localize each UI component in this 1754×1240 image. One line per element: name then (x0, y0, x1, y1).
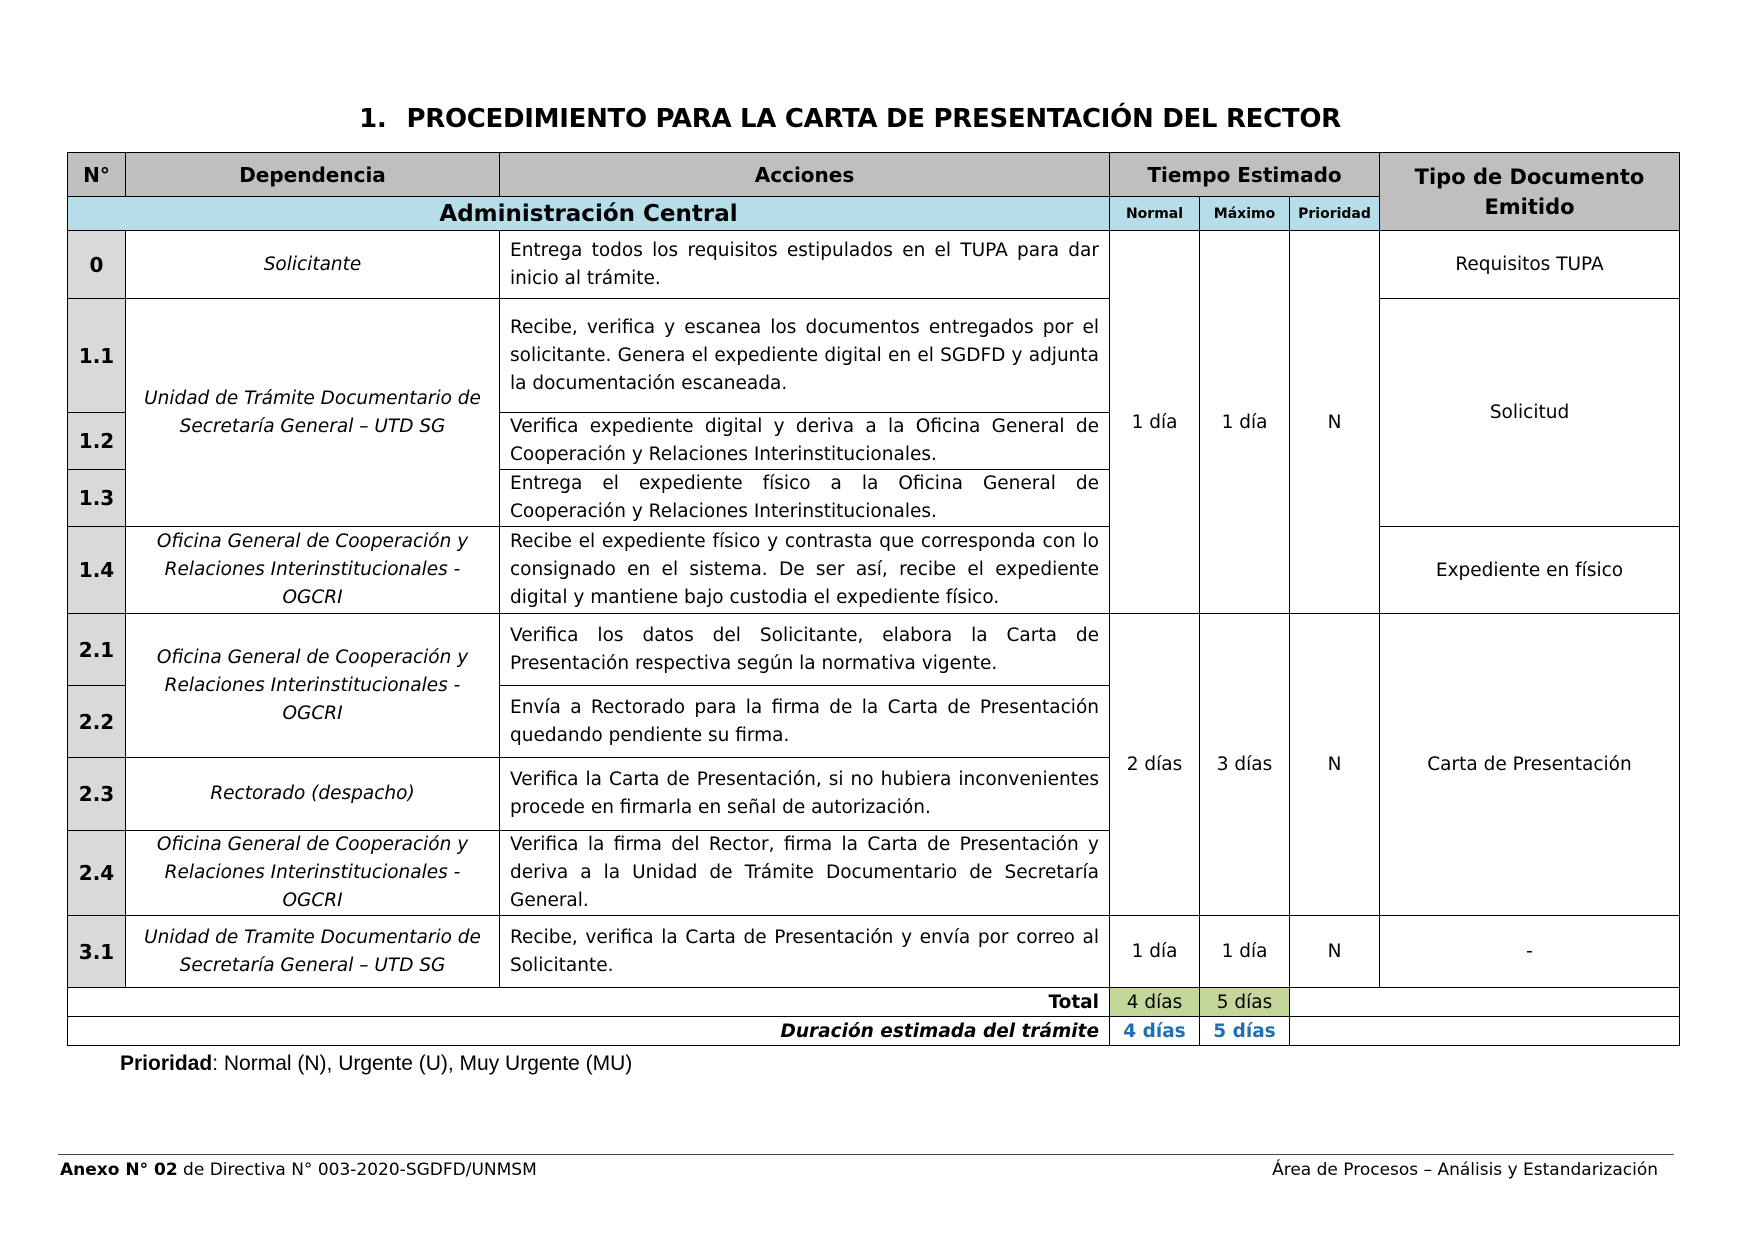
header-tiempo: Tiempo Estimado (1110, 153, 1380, 197)
duracion-normal: 4 días (1110, 1017, 1200, 1046)
header-prioridad: Prioridad (1290, 197, 1380, 231)
row-dependencia: Oficina General de Cooperación y Relaciones Interinstitucionales - OGCRI (126, 614, 500, 758)
duracion-row (68, 1017, 1680, 1046)
row-accion: Envía a Rectorado para la firma de la Carta de Presentación quedando pendiente su firma. (500, 686, 1110, 758)
total-empty (1290, 988, 1680, 1017)
legend-label: Prioridad (120, 1052, 213, 1075)
section-administracion-central: Administración Central (68, 197, 1110, 231)
row-dependencia: Unidad de Trámite Documentario de Secretaría General – UTD SG (126, 299, 500, 527)
group-maximo: 3 días (1200, 614, 1290, 916)
row-accion: Recibe, verifica la Carta de Presentación y envía por correo al Solicitante. (500, 916, 1110, 988)
row-dependencia: Solicitante (126, 231, 500, 299)
row-number: 2.1 (68, 614, 126, 686)
duracion-empty (1290, 1017, 1680, 1046)
page-title (0, 104, 1700, 134)
row-dependencia: Oficina General de Cooperación y Relaciones Interinstitucionales - OGCRI (126, 831, 500, 916)
legend-text: : Normal (N), Urgente (U), Muy Urgente (MU) (212, 1052, 633, 1075)
group-normal: 1 día (1110, 231, 1200, 614)
row-number: 1.3 (68, 470, 126, 527)
group-maximo: 1 día (1200, 231, 1290, 614)
header-dependencia: Dependencia (126, 153, 500, 197)
table-row (68, 916, 1680, 988)
row-number: 2.2 (68, 686, 126, 758)
prioridad-legend (120, 1052, 632, 1076)
group-prioridad: N (1290, 614, 1380, 916)
footer-divider (58, 1154, 1674, 1155)
group-prioridad: N (1290, 231, 1380, 614)
row-number: 1.2 (68, 413, 126, 470)
row-number: 1.1 (68, 299, 126, 413)
doc-type: Expediente en físico (1380, 527, 1680, 614)
doc-type: Carta de Presentación (1380, 614, 1680, 916)
row-dependencia: Rectorado (despacho) (126, 758, 500, 831)
row-accion: Verifica la firma del Rector, firma la Carta de Presentación y deriva a la Unidad de Trámite Documentario de Secretaría General. (500, 831, 1110, 916)
doc-type: Requisitos TUPA (1380, 231, 1680, 299)
row-number: 2.4 (68, 831, 126, 916)
row-number: 3.1 (68, 916, 126, 988)
row-number: 2.3 (68, 758, 126, 831)
row-number: 0 (68, 231, 126, 299)
table-row (68, 299, 1680, 413)
group-normal: 2 días (1110, 614, 1200, 916)
header-tipo-documento: Tipo de Documento Emitido (1380, 153, 1680, 231)
row-accion: Verifica los datos del Solicitante, elabora la Carta de Presentación respectiva según la normativa vigente. (500, 614, 1110, 686)
procedure-table (67, 152, 1680, 1046)
row-accion: Recibe, verifica y escanea los documentos entregados por el solicitante. Genera el expediente digital en el SGDFD y adjunta la documentación escaneada. (500, 299, 1110, 413)
row-dependencia: Unidad de Tramite Documentario de Secretaría General – UTD SG (126, 916, 500, 988)
title-text: PROCEDIMIENTO PARA LA CARTA DE PRESENTACIÓN DEL RECTOR (406, 104, 1341, 134)
header-acciones: Acciones (500, 153, 1110, 197)
doc-type: - (1380, 916, 1680, 988)
row-accion: Verifica la Carta de Presentación, si no hubiera inconvenientes procede en firmarla en señal de autorización. (500, 758, 1110, 831)
row-accion: Entrega todos los requisitos estipulados en el TUPA para dar inicio al trámite. (500, 231, 1110, 299)
footer-annex: Anexo N° 02 (60, 1160, 178, 1180)
title-number: 1. (359, 104, 387, 134)
total-normal: 4 días (1110, 988, 1200, 1017)
row-number: 1.4 (68, 527, 126, 614)
total-label: Total (68, 988, 1110, 1017)
header-num: N° (68, 153, 126, 197)
row-accion: Verifica expediente digital y deriva a la Oficina General de Cooperación y Relaciones Interinstitucionales. (500, 413, 1110, 470)
duracion-maximo: 5 días (1200, 1017, 1290, 1046)
total-maximo: 5 días (1200, 988, 1290, 1017)
group-prioridad: N (1290, 916, 1380, 988)
group-maximo: 1 día (1200, 916, 1290, 988)
row-accion: Entrega el expediente físico a la Oficina General de Cooperación y Relaciones Interinstitucionales. (500, 470, 1110, 527)
total-row (68, 988, 1680, 1017)
table-row (68, 231, 1680, 299)
header-normal: Normal (1110, 197, 1200, 231)
header-maximo: Máximo (1200, 197, 1290, 231)
doc-type: Solicitud (1380, 299, 1680, 527)
footer-right: Área de Procesos – Análisis y Estandarización (1272, 1160, 1658, 1180)
row-accion: Recibe el expediente físico y contrasta que corresponda con lo consignado en el sistema. De ser así, recibe el expediente digital y mantiene bajo custodia el expediente físico. (500, 527, 1110, 614)
footer-left (60, 1160, 537, 1180)
group-normal: 1 día (1110, 916, 1200, 988)
row-dependencia: Oficina General de Cooperación y Relaciones Interinstitucionales - OGCRI (126, 527, 500, 614)
footer-directive: de Directiva N° 003-2020-SGDFD/UNMSM (177, 1160, 537, 1180)
table-row (68, 527, 1680, 614)
duracion-label: Duración estimada del trámite (68, 1017, 1110, 1046)
table-row (68, 614, 1680, 686)
